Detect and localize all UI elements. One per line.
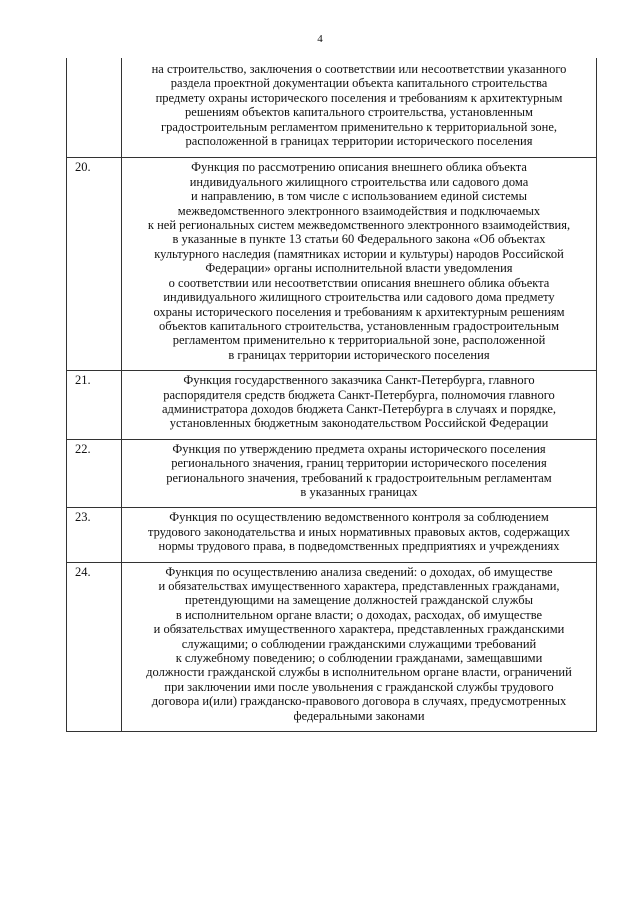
text-line: установленных бюджетным законодательством Российской Федерации [169, 416, 549, 431]
text-line: в границах территории исторического поселения [228, 347, 490, 362]
text-line: индивидуального жилищного строительства или садового дома предмету [163, 290, 555, 305]
table-row-22 [67, 439, 597, 508]
functions-table [66, 58, 597, 732]
text-line: служащими; о соблюдении гражданскими служащими требований [181, 636, 537, 651]
table-row-23 [67, 508, 597, 562]
text-line: Функция по осуществлению анализа сведений: о доходах, об имуществе [165, 564, 553, 579]
text-line: администратора доходов бюджета Санкт-Петербурга в случаях и порядке, [161, 401, 557, 416]
text-line: должности гражданской службы в исполнительном органе власти, ограничений [146, 665, 572, 680]
text-line: расположенной в границах территории исторического поселения [185, 134, 533, 149]
row-text-cell [122, 562, 597, 731]
text-line: претендующими на замещение должностей гражданской службы [185, 593, 533, 608]
row-text-cell [122, 58, 597, 158]
text-line: объектов капитального строительства, установленным градостроительным [158, 318, 559, 333]
text-line: при заключении ими после увольнения с гражданской службы трудового [164, 679, 554, 694]
text-line: раздела проектной документации объекта капитального строительства [170, 76, 548, 91]
text-line: межведомственного электронного взаимодействия и подключаемых [177, 203, 541, 218]
text-line: охраны исторического поселения и требованиям к архитектурным решениям [153, 304, 565, 319]
text-line: в исполнительном органе власти; о доходах, расходах, об имуществе [175, 607, 543, 622]
text-line: предмету охраны исторического поселения и требованиям к архитектурным [155, 90, 563, 105]
page-number: 4 [317, 33, 323, 45]
text-line: градостроительным регламентом применительно к территориальной зоне, [160, 119, 558, 134]
text-line: и направлению, в том числе с использованием единой системы [191, 189, 527, 204]
text-line: о соответствии или несоответствии описания внешнего облика объекта [168, 275, 550, 290]
text-line: регионального значения, требований к градостроительным регламентам [166, 470, 552, 485]
row-number: 22. [67, 439, 122, 508]
row-number: 21. [67, 371, 122, 440]
text-line: договора и(или) гражданско-правового договора в случаях, предусмотренных [151, 694, 567, 709]
text-line: регламентом применительно к территориальной зоне, расположенной [172, 333, 546, 348]
row-text-cell [122, 371, 597, 440]
text-line: и обязательствах имущественного характера, представленных гражданскими [153, 622, 565, 637]
text-line: и обязательствах имущественного характера, представленных гражданами, [158, 579, 560, 593]
text-line: нормы трудового права, в подведомственных предприятиях и учреждениях [158, 539, 560, 554]
text-line: Функция по утверждению предмета охраны исторического поселения [172, 441, 546, 456]
row-number-cell [67, 58, 122, 158]
text-line: к служебному поведению; о соблюдении гражданами, замещавшими [175, 651, 543, 666]
text-line: в указанных границах [300, 484, 418, 499]
text-line: культурного наследия (памятниках истории и культуры) народов Российской [154, 246, 564, 261]
table-row-24 [67, 562, 597, 731]
row-number: 24. [67, 562, 122, 731]
row-text-cell [122, 508, 597, 562]
text-line: федеральными законами [293, 708, 425, 723]
text-line: к ней региональных систем межведомственного электронного взаимодействия, [147, 218, 571, 233]
row-text-cell [122, 439, 597, 508]
text-line: решениям объектов капитального строительства, установленным [185, 105, 533, 120]
text-line: Функция по осуществлению ведомственного контроля за соблюдением [169, 510, 549, 525]
text-line: Функция государственного заказчика Санкт-Петербурга, главного [183, 373, 535, 388]
text-line: Функция по рассмотрению описания внешнего облика объекта [191, 160, 527, 175]
text-line: Федерации» органы исполнительной власти уведомления [205, 261, 513, 276]
text-line: распорядителя средств бюджета Санкт-Петербурга, полномочия главного [163, 387, 555, 402]
row-number: 20. [67, 158, 122, 371]
text-line: индивидуального жилищного строительства или садового дома [189, 174, 529, 189]
text-line: трудового законодательства и иных нормативных правовых актов, содержащих [147, 524, 570, 539]
text-line: регионального значения, границ территории исторического поселения [171, 456, 547, 471]
row-text-cell [122, 158, 597, 371]
row-number: 23. [67, 508, 122, 562]
table-row-21 [67, 371, 597, 440]
text-line: на строительство, заключения о соответствии или несоответствии указанного [151, 62, 567, 76]
table-row-continuation [67, 58, 597, 158]
table-row-20 [67, 158, 597, 371]
text-line: в указанные в пункте 13 статьи 60 Федерального закона «Об объектах [172, 232, 546, 247]
